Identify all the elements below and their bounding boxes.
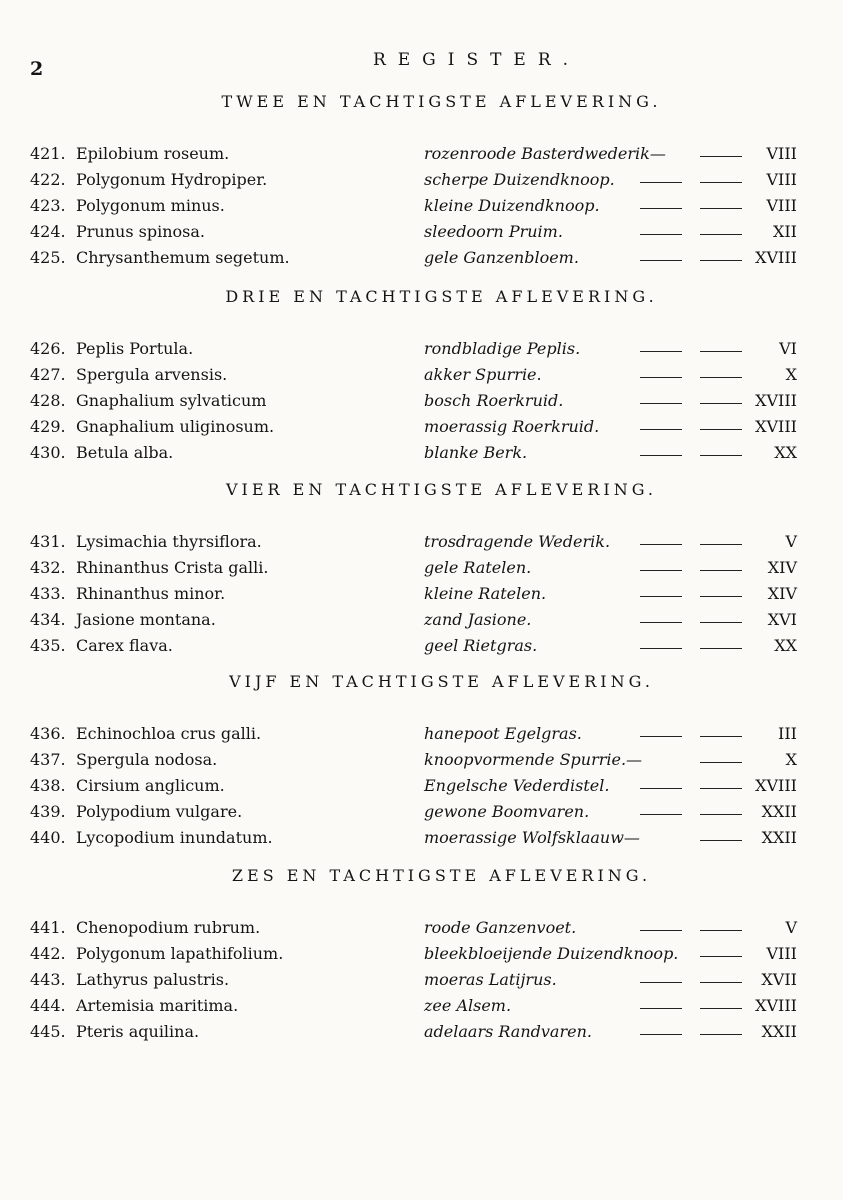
register-entry <box>0 802 843 828</box>
leader-dash <box>640 1034 682 1035</box>
entry-number: 425. <box>30 248 66 267</box>
entry-number: 426. <box>30 339 66 358</box>
latin-name: Spergula arvensis. <box>76 365 228 384</box>
plate-number: V <box>785 918 797 937</box>
leader-dash <box>640 351 682 352</box>
plate-number: XVIII <box>755 776 797 795</box>
dutch-name: kleine Duizendknoop. <box>424 196 600 215</box>
dutch-name: knoopvormende Spurrie.— <box>424 750 643 769</box>
entry-number: 441. <box>30 918 66 937</box>
dutch-name: zand Jasione. <box>424 610 532 629</box>
latin-name: Chrysanthemum segetum. <box>76 248 290 267</box>
entry-number: 422. <box>30 170 66 189</box>
plate-number: XVIII <box>755 391 797 410</box>
leader-dash <box>640 648 682 649</box>
plate-number: VIII <box>766 170 797 189</box>
leader-dash <box>700 1034 742 1035</box>
dutch-name: gewone Boomvaren. <box>424 802 590 821</box>
register-entry <box>0 828 843 854</box>
section-title: VIJF EN TACHTIGSTE AFLEVERING. <box>229 672 654 691</box>
latin-name: Polygonum Hydropiper. <box>76 170 268 189</box>
plate-number: VIII <box>766 944 797 963</box>
leader-dash <box>640 429 682 430</box>
leader-dash <box>640 544 682 545</box>
leader-dash <box>700 596 742 597</box>
plate-number: XXII <box>761 828 797 847</box>
section-title: ZES EN TACHTIGSTE AFLEVERING. <box>231 866 652 885</box>
entry-number: 442. <box>30 944 66 963</box>
dutch-name: geel Rietgras. <box>424 636 538 655</box>
leader-dash <box>700 840 742 841</box>
register-entry <box>0 196 843 222</box>
leader-dash <box>700 570 742 571</box>
plate-number: XVIII <box>755 248 797 267</box>
register-entry <box>0 391 843 417</box>
entry-number: 436. <box>30 724 66 743</box>
latin-name: Lysimachia thyrsiflora. <box>76 532 262 551</box>
latin-name: Peplis Portula. <box>76 339 194 358</box>
leader-dash <box>700 455 742 456</box>
dutch-name: bosch Roerkruid. <box>424 391 564 410</box>
entry-number: 444. <box>30 996 66 1015</box>
leader-dash <box>640 570 682 571</box>
plate-number: VIII <box>766 144 797 163</box>
section-title: VIER EN TACHTIGSTE AFLEVERING. <box>225 480 658 499</box>
leader-dash <box>640 982 682 983</box>
entry-number: 427. <box>30 365 66 384</box>
entry-number: 421. <box>30 144 66 163</box>
leader-dash <box>700 1008 742 1009</box>
leader-dash <box>700 648 742 649</box>
latin-name: Cirsium anglicum. <box>76 776 225 795</box>
entry-number: 438. <box>30 776 66 795</box>
entry-number: 424. <box>30 222 66 241</box>
leader-dash <box>640 260 682 261</box>
latin-name: Chenopodium rubrum. <box>76 918 261 937</box>
register-entry <box>0 558 843 584</box>
leader-dash <box>640 377 682 378</box>
register-entry <box>0 970 843 996</box>
leader-dash <box>640 814 682 815</box>
leader-dash <box>700 956 742 957</box>
plate-number: XXII <box>761 802 797 821</box>
latin-name: Echinochloa crus galli. <box>76 724 262 743</box>
leader-dash <box>640 182 682 183</box>
entry-number: 437. <box>30 750 66 769</box>
latin-name: Epilobium roseum. <box>76 144 230 163</box>
plate-number: VI <box>779 339 797 358</box>
entry-number: 445. <box>30 1022 66 1041</box>
plate-number: XIV <box>767 584 797 603</box>
leader-dash <box>640 788 682 789</box>
latin-name: Lathyrus palustris. <box>76 970 230 989</box>
register-entry <box>0 996 843 1022</box>
dutch-name: zee Alsem. <box>424 996 512 1015</box>
section-title: DRIE EN TACHTIGSTE AFLEVERING. <box>225 287 658 306</box>
latin-name: Rhinanthus Crista galli. <box>76 558 269 577</box>
leader-dash <box>700 982 742 983</box>
dutch-name: rondbladige Peplis. <box>424 339 581 358</box>
plate-number: X <box>785 365 797 384</box>
latin-name: Betula alba. <box>76 443 174 462</box>
dutch-name: bleekbloeijende Duizendknoop. <box>424 944 679 963</box>
register-entry <box>0 750 843 776</box>
register-entry <box>0 365 843 391</box>
plate-number: XVI <box>767 610 797 629</box>
leader-dash <box>700 762 742 763</box>
latin-name: Gnaphalium sylvaticum <box>76 391 267 410</box>
leader-dash <box>640 1008 682 1009</box>
register-entry <box>0 636 843 662</box>
entry-number: 435. <box>30 636 66 655</box>
dutch-name: blanke Berk. <box>424 443 528 462</box>
entry-number: 439. <box>30 802 66 821</box>
leader-dash <box>640 930 682 931</box>
dutch-name: adelaars Randvaren. <box>424 1022 592 1041</box>
leader-dash <box>700 351 742 352</box>
leader-dash <box>700 814 742 815</box>
latin-name: Gnaphalium uliginosum. <box>76 417 275 436</box>
dutch-name: roode Ganzenvoet. <box>424 918 577 937</box>
plate-number: XVIII <box>755 417 797 436</box>
register-entry <box>0 584 843 610</box>
entry-number: 423. <box>30 196 66 215</box>
register-entry <box>0 724 843 750</box>
dutch-name: kleine Ratelen. <box>424 584 547 603</box>
register-entry <box>0 170 843 196</box>
register-entry <box>0 918 843 944</box>
register-entry <box>0 610 843 636</box>
leader-dash <box>700 930 742 931</box>
latin-name: Prunus spinosa. <box>76 222 205 241</box>
entry-number: 443. <box>30 970 66 989</box>
dutch-name: Engelsche Vederdistel. <box>424 776 610 795</box>
register-entry <box>0 944 843 970</box>
dutch-name: moeras Latijrus. <box>424 970 557 989</box>
register-entry <box>0 1022 843 1048</box>
leader-dash <box>700 429 742 430</box>
leader-dash <box>640 234 682 235</box>
running-head: REGISTER. <box>372 50 581 70</box>
dutch-name: gele Ratelen. <box>424 558 532 577</box>
page-number: 2 <box>30 58 44 80</box>
plate-number: X <box>785 750 797 769</box>
latin-name: Carex flava. <box>76 636 173 655</box>
leader-dash <box>700 622 742 623</box>
latin-name: Jasione montana. <box>76 610 216 629</box>
dutch-name: trosdragende Wederik. <box>424 532 611 551</box>
dutch-name: akker Spurrie. <box>424 365 542 384</box>
entry-number: 429. <box>30 417 66 436</box>
entry-number: 428. <box>30 391 66 410</box>
leader-dash <box>700 377 742 378</box>
plate-number: III <box>778 724 797 743</box>
plate-number: XVII <box>761 970 797 989</box>
register-entry <box>0 417 843 443</box>
register-entry <box>0 222 843 248</box>
dutch-name: rozenroode Basterdwederik— <box>424 144 666 163</box>
latin-name: Polygonum minus. <box>76 196 225 215</box>
dutch-name: scherpe Duizendknoop. <box>424 170 615 189</box>
plate-number: XX <box>774 443 797 462</box>
latin-name: Polygonum lapathifolium. <box>76 944 284 963</box>
plate-number: XII <box>772 222 797 241</box>
plate-number: XVIII <box>755 996 797 1015</box>
leader-dash <box>700 234 742 235</box>
latin-name: Artemisia maritima. <box>76 996 239 1015</box>
register-entry <box>0 339 843 365</box>
dutch-name: moerassige Wolfsklaauw— <box>424 828 640 847</box>
entry-number: 433. <box>30 584 66 603</box>
leader-dash <box>640 208 682 209</box>
leader-dash <box>700 156 742 157</box>
leader-dash <box>640 596 682 597</box>
plate-number: V <box>785 532 797 551</box>
latin-name: Rhinanthus minor. <box>76 584 226 603</box>
leader-dash <box>700 788 742 789</box>
register-entry <box>0 776 843 802</box>
section-title: TWEE EN TACHTIGSTE AFLEVERING. <box>221 92 662 111</box>
latin-name: Lycopodium inundatum. <box>76 828 273 847</box>
register-entry <box>0 144 843 170</box>
entry-number: 440. <box>30 828 66 847</box>
leader-dash <box>640 622 682 623</box>
latin-name: Polypodium vulgare. <box>76 802 243 821</box>
plate-number: XXII <box>761 1022 797 1041</box>
leader-dash <box>700 544 742 545</box>
register-entry <box>0 443 843 469</box>
leader-dash <box>640 736 682 737</box>
dutch-name: sleedoorn Pruim. <box>424 222 563 241</box>
dutch-name: gele Ganzenbloem. <box>424 248 579 267</box>
entry-number: 432. <box>30 558 66 577</box>
dutch-name: hanepoot Egelgras. <box>424 724 582 743</box>
entry-number: 434. <box>30 610 66 629</box>
latin-name: Spergula nodosa. <box>76 750 218 769</box>
leader-dash <box>640 403 682 404</box>
register-entry <box>0 248 843 274</box>
leader-dash <box>700 182 742 183</box>
leader-dash <box>700 403 742 404</box>
dutch-name: moerassig Roerkruid. <box>424 417 600 436</box>
entry-number: 431. <box>30 532 66 551</box>
plate-number: XIV <box>767 558 797 577</box>
latin-name: Pteris aquilina. <box>76 1022 200 1041</box>
plate-number: XX <box>774 636 797 655</box>
entry-number: 430. <box>30 443 66 462</box>
leader-dash <box>700 260 742 261</box>
plate-number: VIII <box>766 196 797 215</box>
leader-dash <box>640 455 682 456</box>
leader-dash <box>700 208 742 209</box>
leader-dash <box>700 736 742 737</box>
register-entry <box>0 532 843 558</box>
